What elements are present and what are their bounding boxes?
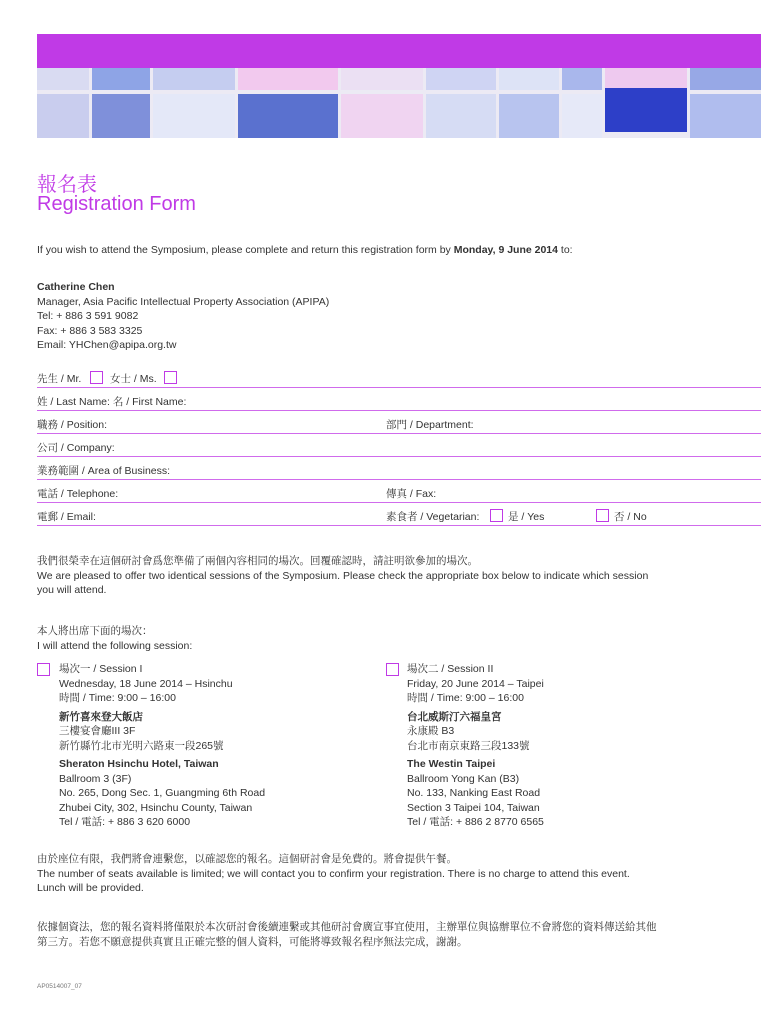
vegetarian-yes-label: 是 / Yes — [508, 511, 545, 523]
field-divider — [37, 433, 761, 434]
vegetarian-label: 素食者 / Vegetarian: — [386, 511, 480, 523]
intro-text: If you wish to attend the Symposium, please complete and return this registration form by Monday, 9 June 2014 to: — [37, 244, 573, 256]
telephone-field[interactable]: 電話 / Telephone: — [37, 488, 119, 500]
header-banner — [37, 34, 761, 68]
field-divider — [37, 479, 761, 480]
title-chinese: 報名表 — [37, 174, 97, 196]
session2-title: 場次二 / Session II — [407, 663, 494, 675]
email-field[interactable]: 電郵 / Email: — [37, 511, 96, 523]
field-divider — [37, 410, 761, 411]
vegetarian-no-label: 否 / No — [614, 511, 647, 523]
session2-checkbox[interactable] — [386, 663, 399, 676]
privacy-text: 依據個資法，您的報名資料將僅限於本次研討會後續連繫或其他研討會廣宣事宜使用，主辦單位與協辦單位不會將您的資料傳送給其他 第三方。若您不願意提供真實且正確完整的個人資料，可能將導致報名程序無法完成，謝謝。 — [37, 921, 657, 948]
seats-text: 由於座位有限，我們將會連繫您，以確認您的報名。這個研討會是免費的。將會提供午餐。 The number of seats available is limited; we will contact you to confirm your registration. There is no charge to attend this event. Lunch will be provided. — [37, 853, 630, 894]
company-field[interactable]: 公司 / Company: — [37, 442, 115, 454]
offer-text: 我們很榮幸在這個研討會爲您準備了兩個內容相同的場次。回覆確認時，請註明欲參加的場次。 We are pleased to offer two identical sessions of the Symposium. Please check the appropriate box below to indicate which session you will attend. — [37, 555, 649, 596]
header-mosaic-image — [37, 68, 761, 138]
mr-checkbox[interactable] — [90, 371, 103, 384]
session2-details: 場次二 / Session II Friday, 20 June 2014 – Taipei 時間 / Time: 9:00 – 16:00 台北威斯汀六福皇宮 永康殿 B3 台北市南京東路三段133號 The Westin Taipei Ballroom Yong Kan (B3) No. 133, Nanking East Road Section 3 Taipei 104, Taiwan Tel / 電話: + 886 2 8770 6565 — [407, 662, 747, 830]
contact-block — [37, 280, 329, 353]
contact-role: Manager, Asia Pacific Intellectual Property Association (APIPA) — [37, 295, 330, 308]
contact-name: Catherine Chen — [37, 281, 115, 293]
session1-details: 場次一 / Session I Wednesday, 18 June 2014 – Hsinchu 時間 / Time: 9:00 – 16:00 新竹喜來登大飯店 三樓宴會廳III 3F 新竹縣竹北市光明六路東一段265號 Sheraton Hsinchu Hotel, Taiwan Ballroom 3 (3F) No. 265, Dong Sec. 1, Guangming 6th Road Zhubei City, 302, Hsinchu County, Taiwan Tel / 電話: + 886 3 620 6000 — [59, 662, 379, 830]
mr-label: 先生 / Mr. — [37, 373, 82, 385]
vegetarian-no-checkbox[interactable] — [596, 509, 609, 522]
ms-label: 女士 / Ms. — [110, 373, 157, 385]
fax-field[interactable]: 傳真 / Fax: — [386, 488, 437, 500]
deadline-date: Monday, 9 June 2014 — [453, 244, 558, 256]
contact-fax: Fax: + 886 3 583 3325 — [37, 324, 143, 337]
document-code: AP0514007_07 — [37, 983, 82, 990]
ms-checkbox[interactable] — [164, 371, 177, 384]
contact-email: Email: YHChen@apipa.org.tw — [37, 339, 177, 351]
field-divider — [37, 387, 761, 388]
attend-text: 本人將出席下面的場次： I will attend the following session: — [37, 625, 193, 652]
name-field[interactable]: 姓 / Last Name: 名 / First Name: — [37, 396, 187, 408]
business-field[interactable]: 業務範圍 / Area of Business: — [37, 465, 171, 477]
title-english: Registration Form — [37, 193, 196, 215]
session1-checkbox[interactable] — [37, 663, 50, 676]
session1-title: 場次一 / Session I — [59, 663, 143, 675]
contact-tel: Tel: + 886 3 591 9082 — [37, 310, 139, 322]
vegetarian-yes-checkbox[interactable] — [490, 509, 503, 522]
field-divider — [37, 525, 761, 526]
position-field[interactable]: 職務 / Position: — [37, 419, 108, 431]
field-divider — [37, 502, 761, 503]
department-field[interactable]: 部門 / Department: — [386, 419, 474, 431]
field-divider — [37, 456, 761, 457]
